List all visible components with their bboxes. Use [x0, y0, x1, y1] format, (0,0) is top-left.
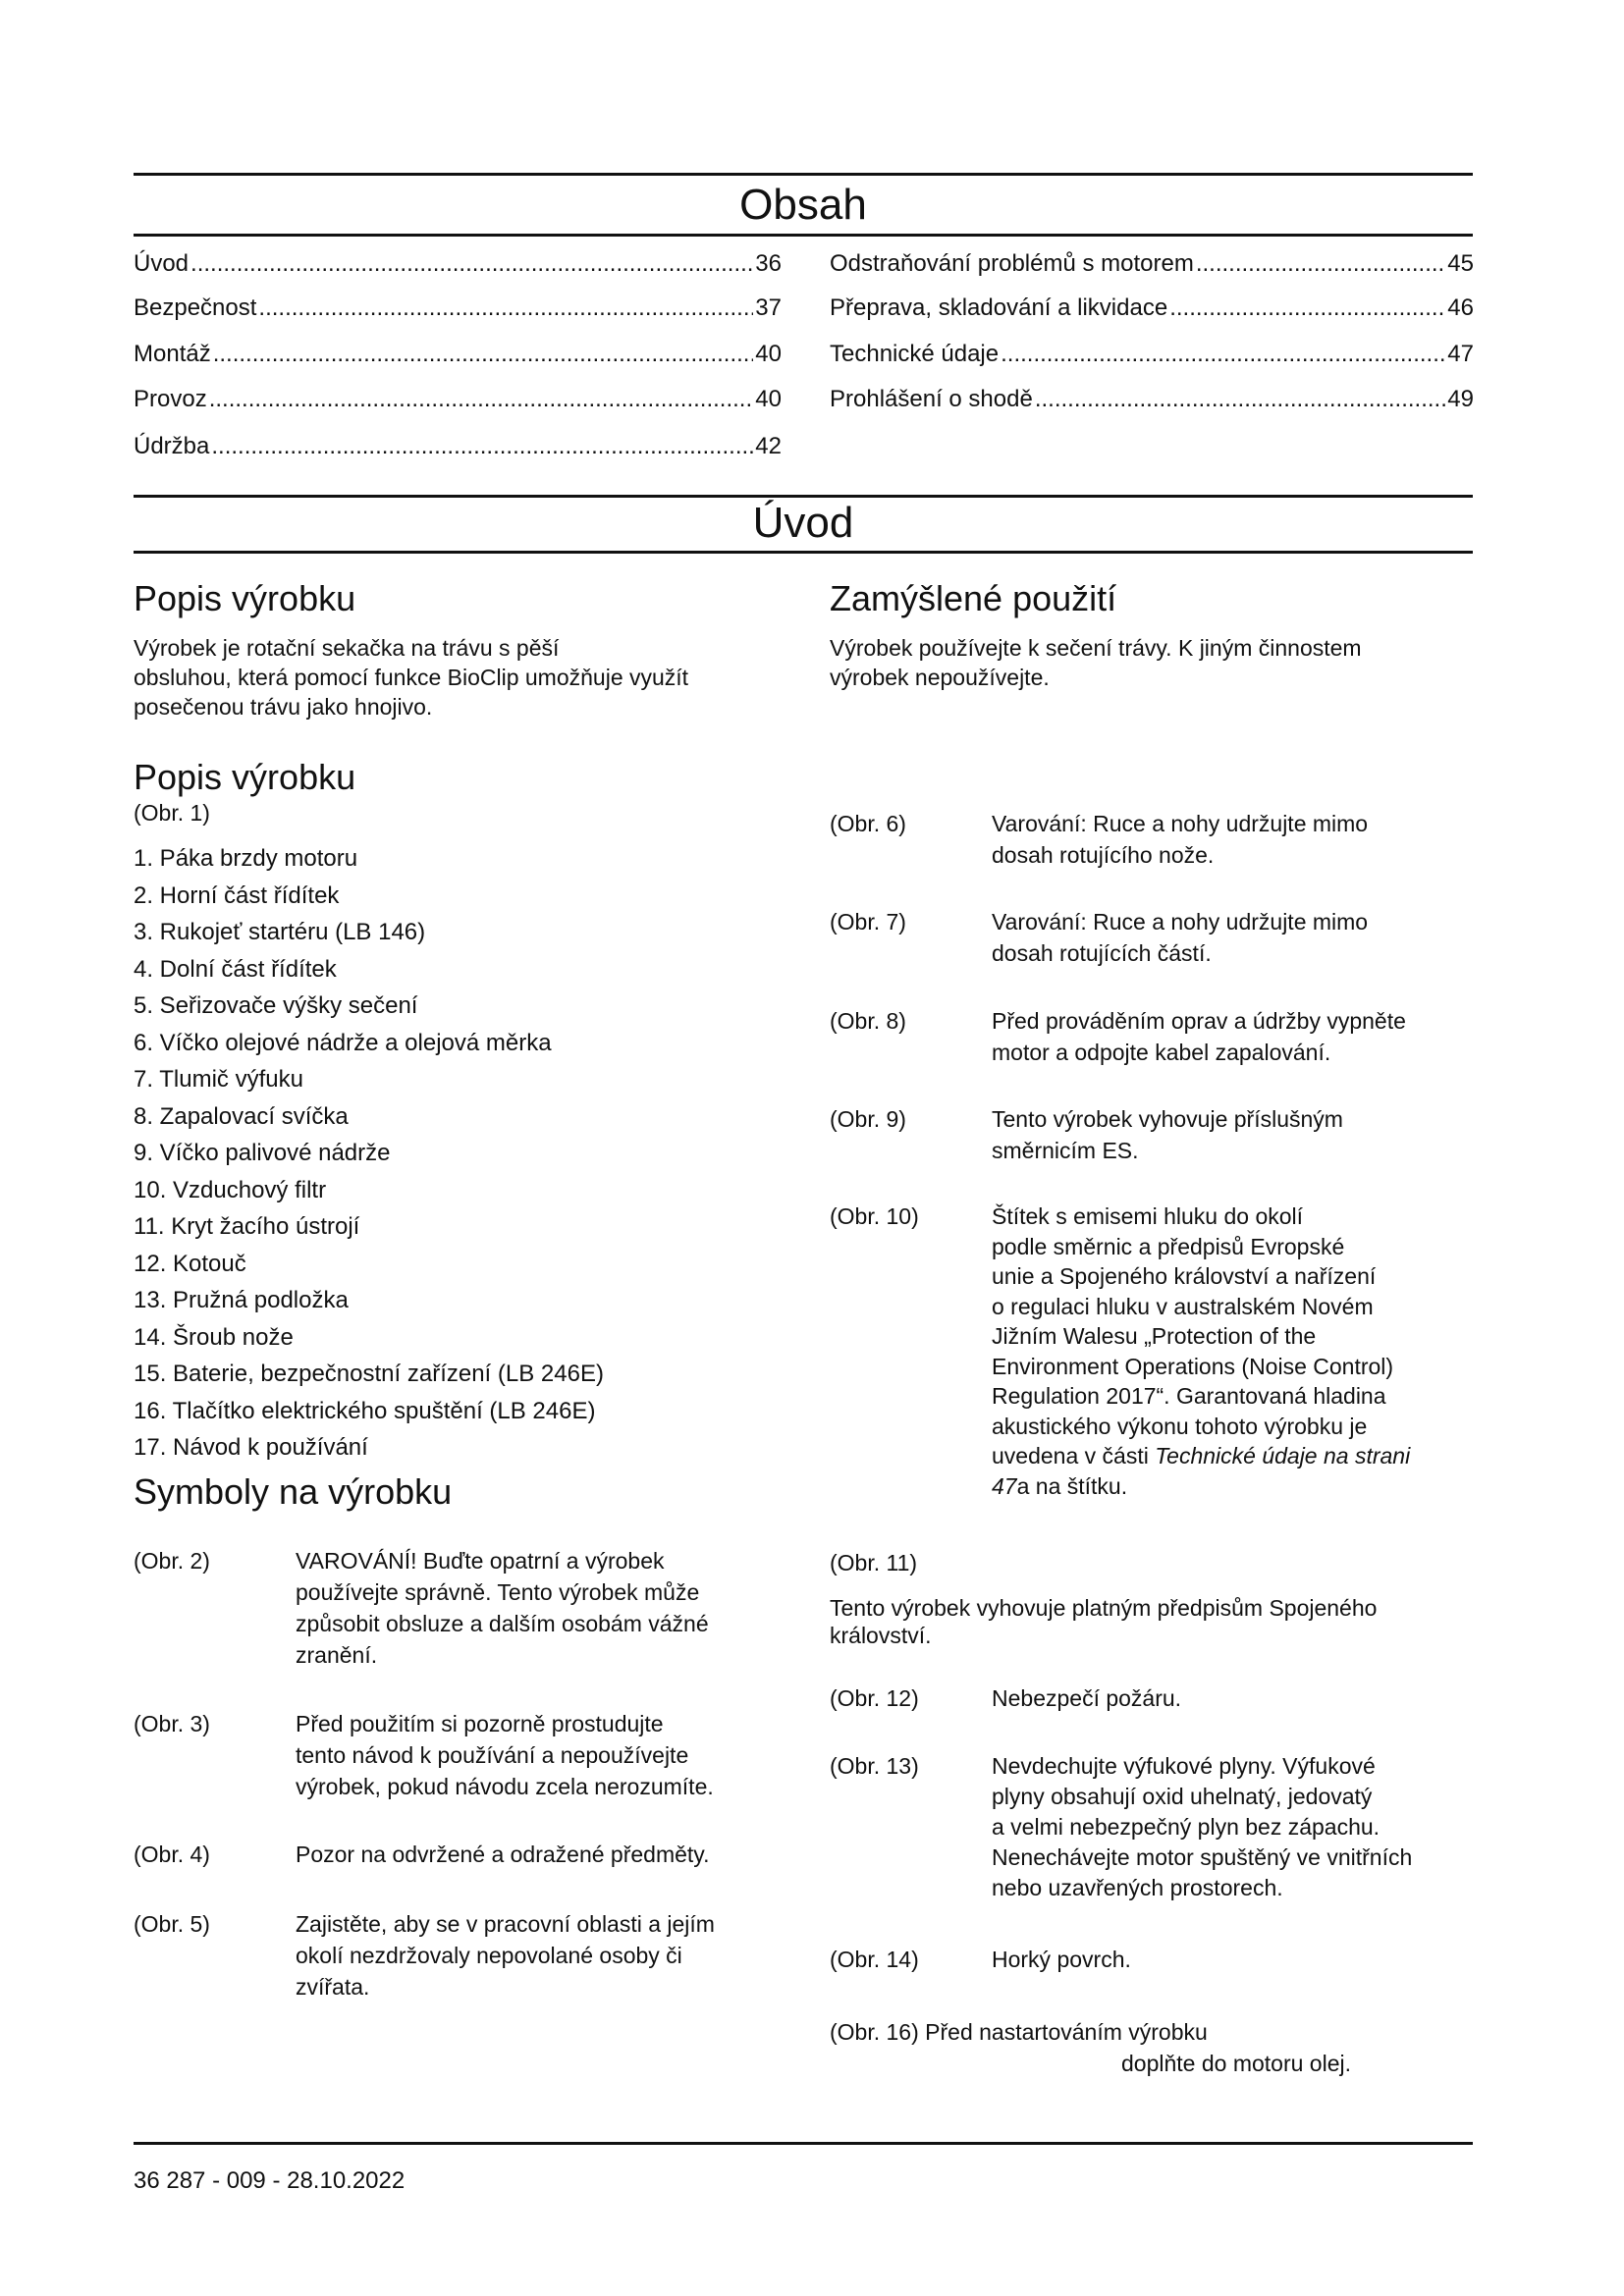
intended-use-text: Výrobek používejte k sečení trávy. K jiným činnostem výrobek nepoužívejte. — [830, 635, 1362, 690]
toc-entry[interactable]: Prohlášení o shodě ..... 49 — [830, 386, 1474, 413]
toc-entry[interactable]: Provoz ..... 40 — [134, 386, 782, 413]
intended-use-heading: Zamýšlené použití — [830, 578, 1117, 618]
list-item: 3. Rukojeť startéru (LB 146) — [134, 919, 426, 945]
list-item: 9. Víčko palivové nádrže — [134, 1140, 391, 1166]
list-item: 17. Návod k používání — [134, 1434, 368, 1461]
intro-bottom-rule — [134, 551, 1473, 554]
list-item: 11. Kryt žacího ústrojí — [134, 1213, 360, 1240]
list-item: 16. Tlačítko elektrického spuštění (LB 246E) — [134, 1397, 596, 1424]
symbol-text-obr11: Tento výrobek vyhovuje platným předpisům Spojeného království. — [830, 1595, 1378, 1648]
parts-figure-ref: (Obr. 1) — [134, 800, 210, 826]
symbol-entry-obr16: (Obr. 16) Před nastartováním výrobku doplňte do motoru olej. — [830, 2019, 1351, 2076]
list-item: 10. Vzduchový filtr — [134, 1176, 327, 1203]
toc-entry[interactable]: Montáž ..... 40 — [134, 341, 782, 368]
intro-top-rule — [134, 495, 1473, 498]
toc-top-rule — [134, 173, 1473, 176]
list-item: 12. Kotouč — [134, 1250, 246, 1277]
list-item: 6. Víčko olejové nádrže a olejová měrka — [134, 1029, 552, 1056]
toc-bottom-rule — [134, 234, 1473, 237]
list-item: 2. Horní část řídítek — [134, 881, 340, 909]
toc-entry[interactable]: Údržba ..... 42 — [134, 433, 782, 460]
list-item: 15. Baterie, bezpečnostní zařízení (LB 246E) — [134, 1361, 604, 1387]
list-item: 14. Šroub nože — [134, 1323, 294, 1351]
toc-entry[interactable]: Technické údaje ..... 47 — [830, 341, 1474, 368]
list-item: 8. Zapalovací svíčka — [134, 1102, 349, 1130]
symbols-heading: Symboly na výrobku — [134, 1471, 453, 1512]
list-item: 1. Páka brzdy motoru — [134, 845, 358, 872]
list-item: 13. Pružná podložka — [134, 1287, 349, 1313]
parts-heading: Popis výrobku — [134, 757, 356, 797]
list-item: 7. Tlumič výfuku — [134, 1066, 303, 1093]
toc-entry[interactable]: Přeprava, skladování a likvidace ..... 46 — [830, 294, 1474, 322]
toc-entry[interactable]: Odstraňování problémů s motorem ..... 45 — [830, 250, 1474, 278]
toc-title: Obsah — [739, 181, 867, 229]
product-description-heading: Popis výrobku — [134, 578, 356, 618]
footer-rule — [134, 2142, 1473, 2145]
document-id: 36 287 - 009 - 28.10.2022 — [134, 2167, 406, 2194]
cross-reference-link[interactable]: Technické údaje na strani — [1155, 1443, 1411, 1468]
product-description-text: Výrobek je rotační sekačka na trávu s pěší obsluhou, která pomocí funkce BioClip umožňuje využít posečenou trávu jako hnojivo. — [134, 635, 689, 720]
list-item: 4. Dolní část řídítek — [134, 955, 337, 983]
symbol-ref-obr11: (Obr. 11) — [830, 1550, 918, 1575]
toc-entry[interactable]: Bezpečnost ..... 37 — [134, 294, 782, 322]
intro-title: Úvod — [752, 499, 854, 547]
toc-entry[interactable]: Úvod ..... 36 — [134, 250, 782, 278]
list-item: 5. Seřizovače výšky sečení — [134, 992, 418, 1019]
cross-reference-page[interactable]: 47 — [992, 1472, 1017, 1499]
parts-list — [134, 840, 604, 1467]
